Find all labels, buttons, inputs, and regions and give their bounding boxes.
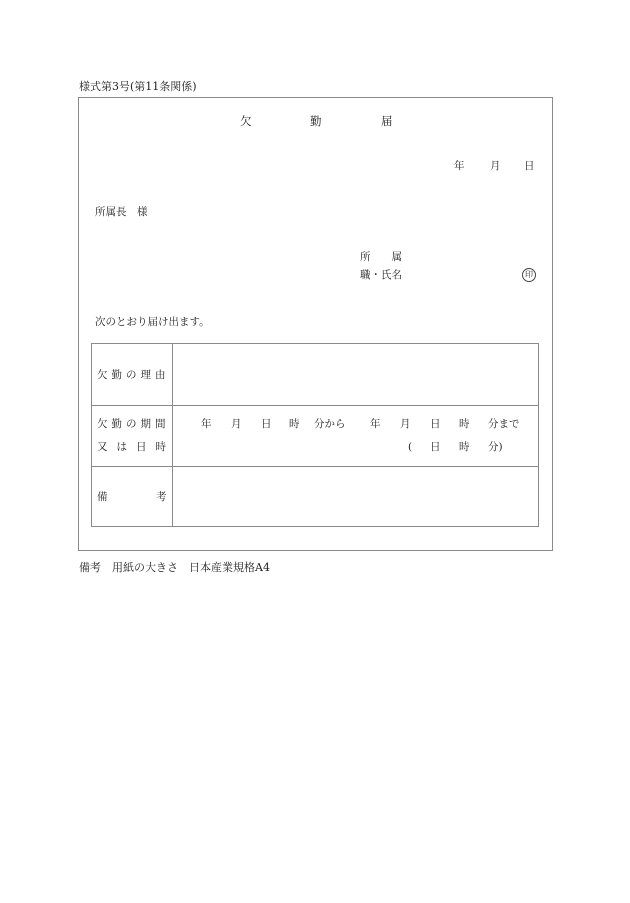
department-label: 所 属 [360,251,402,263]
date-month-label: 月 [490,160,501,172]
duration-open-paren: ( [408,441,413,453]
reason-field[interactable] [173,344,538,405]
to-minute-label: 分まで [488,418,520,430]
to-year-label: 年 [370,418,381,430]
title-char-1: 欠 [240,114,252,128]
intro-text: 次のとおり届け出ます。 [95,316,210,328]
from-day-label: 日 [261,418,272,430]
remarks-label-right: 考 [156,491,167,503]
date-year-label: 年 [454,160,465,172]
from-minute-label: 分から [314,418,346,430]
duration-minute-label: 分) [488,441,503,453]
period-label-line2: 又は日時 [97,441,175,453]
form-number: 様式第3号(第11条関係) [79,80,197,93]
duration-hour-label: 時 [459,441,470,453]
reason-label: 欠勤の理由 [97,369,170,381]
title-char-3: 届 [381,114,393,128]
from-year-label: 年 [201,418,212,430]
footer-note: 備考 用紙の大きさ 日本産業規格A4 [79,561,270,574]
to-hour-label: 時 [459,418,470,430]
seal-icon: 印 [522,268,536,282]
period-label-line1: 欠勤の期間 [97,418,170,430]
duration-day-label: 日 [430,441,441,453]
period-field[interactable] [173,406,538,466]
date-day-label: 日 [524,160,535,172]
name-label: 職・氏名 [360,269,402,281]
remarks-field[interactable] [173,467,538,526]
to-day-label: 日 [430,418,441,430]
from-hour-label: 時 [289,418,300,430]
to-month-label: 月 [400,418,411,430]
remarks-label-left: 備 [97,491,108,503]
from-month-label: 月 [231,418,242,430]
addressee: 所属長 様 [95,206,148,218]
title-char-2: 勤 [310,114,322,128]
